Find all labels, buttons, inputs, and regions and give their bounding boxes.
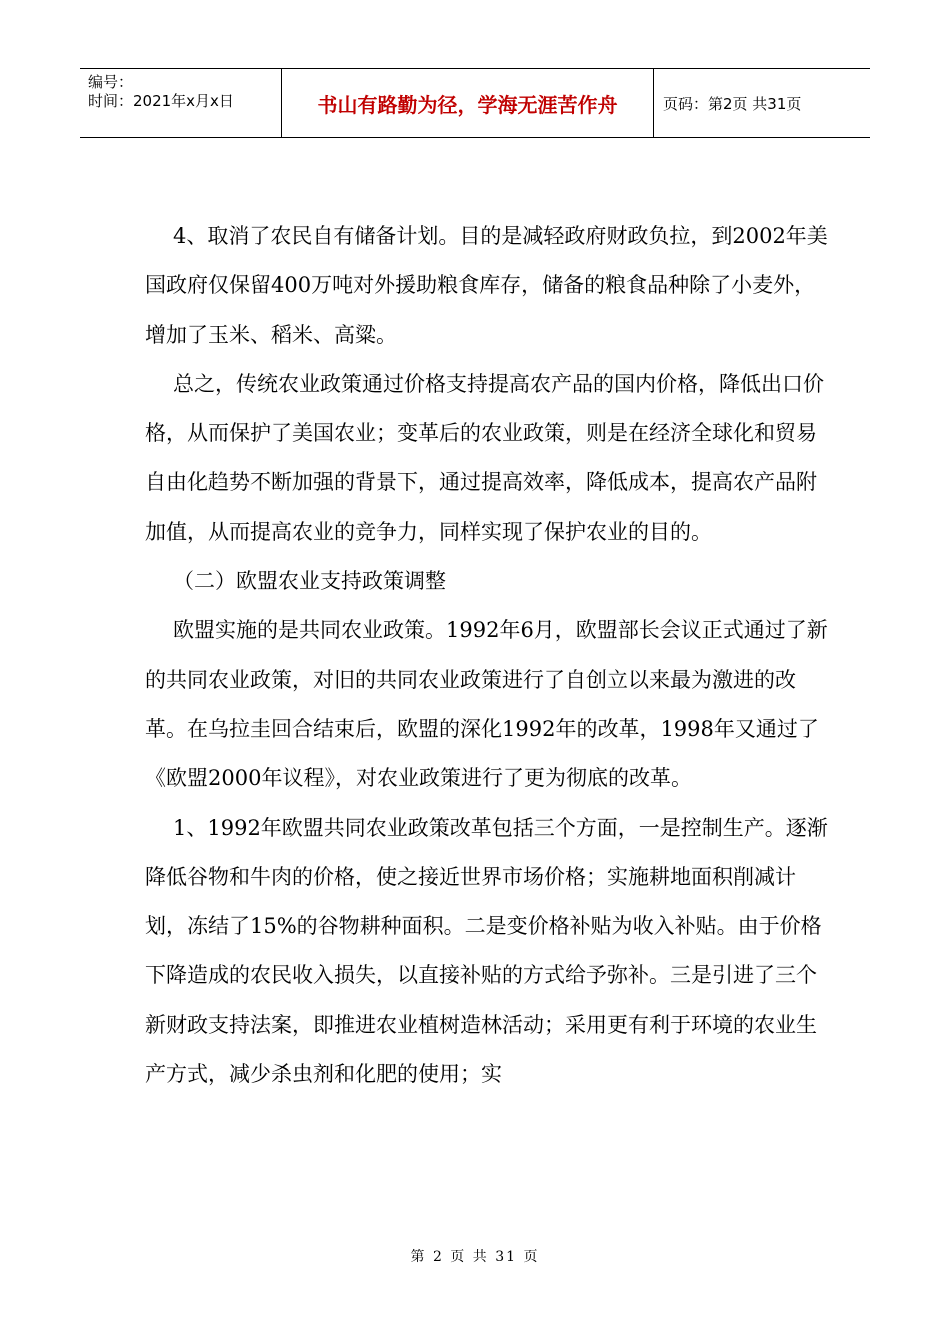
paragraph: 4、取消了农民自有储备计划。目的是减轻政府财政负拉，到2002年美国政府仅保留400万吨对外援助粮食库存，储备的粮食品种除了小麦外，增加了玉米、稻米、高粱。 [145, 224, 828, 347]
header-meta [80, 69, 282, 137]
paragraph: 总之，传统农业政策通过价格支持提高农产品的国内价格，降低出口价格，从而保护了美国农业；变革后的农业政策，则是在经济全球化和贸易自由化趋势不断加强的背景下，通过提高效率，降低成本，提高农产品附加值，从而提高农业的竞争力，同样实现了保护农业的目的。 [145, 371, 824, 544]
document-body [145, 212, 830, 1099]
document-time-label: 时间：2021年x月x日 [88, 92, 234, 110]
paragraph: 1、1992年欧盟共同农业政策改革包括三个方面，一是控制生产。逐渐降低谷物和牛肉的价格，使之接近世界市场价格；实施耕地面积削减计划，冻结了15%的谷物耕种面积。二是变价格补贴为收入补贴。由于价格下降造成的农民收入损失，以直接补贴的方式给予弥补。三是引进了三个新财政支持法案，即推进农业植树造林活动；采用更有利于环境的农业生产方式，减少杀虫剂和化肥的使用；实 [145, 815, 828, 1087]
paragraph: 欧盟实施的是共同农业政策。1992年6月，欧盟部长会议正式通过了新的共同农业政策，对旧的共同农业政策进行了自创立以来最为激进的改革。在乌拉圭回合结束后，欧盟的深化1992年的改革，1998年又通过了《欧盟2000年议程》，对农业政策进行了更为彻底的改革。 [145, 618, 828, 791]
page-header [80, 68, 870, 138]
header-page-info: 页码：第2页 共31页 [663, 94, 802, 113]
section-heading: （二）欧盟农业支持政策调整 [173, 569, 446, 594]
document-number-label: 编号： [88, 73, 134, 91]
page-footer: 第 2 页 共 31 页 [410, 1249, 540, 1265]
header-motto: 书山有路勤为径，学海无涯苦作舟 [282, 69, 654, 137]
